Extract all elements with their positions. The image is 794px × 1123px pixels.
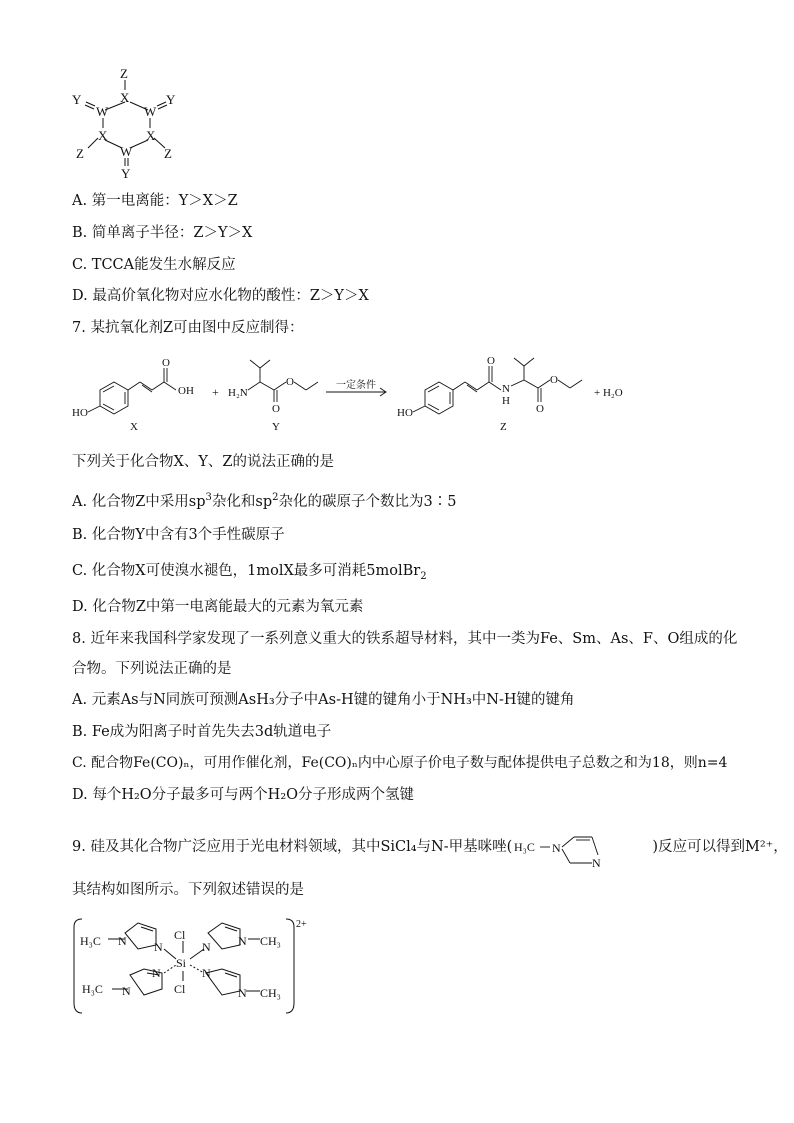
q6-option-b: B. 简单离子半径：Z＞Y＞X (72, 225, 253, 241)
q7-reaction-scheme (70, 350, 730, 440)
ring-atom-x-left: X (98, 128, 108, 143)
m-h3c-bottom: H₃C (82, 982, 103, 996)
ring-atom-w-left: W (96, 104, 109, 119)
z-o-carbonyl-label: O (536, 403, 544, 415)
svg-text:H₃C: H₃C (514, 840, 536, 854)
methylimidazole-inline (512, 825, 652, 869)
q7-option-b: B. 化合物Y中含有3个手性碳原子 (72, 527, 285, 543)
q7-option-a (72, 488, 456, 512)
q7-a-pre: A. 化合物Z中采用sp (72, 493, 206, 510)
q6-option-a: A. 第一电离能：Y＞X＞Z (72, 193, 238, 209)
m-cl-bottom: Cl (174, 982, 186, 996)
m-n-top-left-1: N (118, 934, 127, 948)
reaction-condition: 一定条件 (336, 380, 376, 391)
q9-stem-line2: 其结构如图所示。下列叙述错误的是 (72, 882, 304, 898)
compound-z-label: Z (500, 421, 507, 433)
svg-text:N: N (592, 856, 601, 870)
ring-atom-x-right: X (146, 128, 156, 143)
q9-stem-line1 (72, 829, 788, 870)
q8-option-b: B. Fe成为阳离子时首先失去3d轨道电子 (72, 724, 332, 740)
m-charge: 2+ (296, 919, 307, 930)
q8-option-c: C. 配合物Fe(CO)ₙ，可用作催化剂，Fe(CO)ₙ内中心原子价电子数与配体提供电子总数之和为18，则n=4 (72, 755, 728, 771)
q7-a-sup2: 2 (272, 492, 279, 503)
z-n-label: N (502, 383, 510, 395)
q9-stem-pre: 9. 硅及其化合物广泛应用于光电材料领域，其中SiCl₄与N-甲基咪唑( (72, 839, 513, 855)
m-ch3-bottom: CH₃ (260, 986, 281, 1000)
plus-sign: + (212, 385, 219, 399)
q7-option-d: D. 化合物Z中第一电离能最大的元素为氧元素 (72, 599, 364, 615)
q7-a-mid: 杂化和sp (211, 493, 273, 510)
y-o-ester-label: O (286, 376, 294, 388)
y-h2n-label: H₂N (228, 387, 248, 399)
m-n-bottom-left-1: N (122, 984, 131, 998)
z-ho-label: HO (397, 407, 413, 419)
q7-question: 下列关于化合物X、Y、Z的说法正确的是 (72, 454, 334, 470)
compound-y-label: Y (272, 421, 280, 433)
ring-atom-x-top: X (120, 90, 130, 105)
water-product: + H₂O (594, 387, 623, 399)
m-n-bottom-right-1: N (202, 966, 211, 980)
q6-option-d: D. 最高价氧化物对应水化物的酸性：Z＞Y＞X (72, 288, 369, 304)
q6-option-c: C. TCCA能发生水解反应 (72, 257, 236, 273)
z-h-label: H (502, 395, 510, 407)
q8-stem-line2: 合物。下列说法正确的是 (72, 661, 232, 677)
x-o-label: O (162, 357, 170, 369)
q7-stem: 7. 某抗氧化剂Z可由图中反应制得： (72, 320, 304, 336)
z-o-ester-label: O (550, 374, 558, 386)
m2plus-structure (70, 915, 320, 1020)
m-n-top-right-1: N (202, 940, 211, 954)
ring-atom-z-right: Z (164, 146, 172, 161)
m-n-top-right-2: N (238, 934, 247, 948)
x-oh-label: OH (178, 385, 194, 397)
m-si: Si (176, 956, 187, 970)
m-n-top-left-2: N (154, 940, 163, 954)
ring-atom-y-right: Y (166, 92, 176, 107)
m-n-bottom-left-2: N (152, 966, 161, 980)
m-cl-top: Cl (174, 928, 186, 942)
q7-a-post: 杂化的碳原子个数比为3∶5 (278, 493, 457, 510)
m-ch3-top: CH₃ (260, 934, 281, 948)
m-n-bottom-right-2: N (238, 986, 247, 1000)
q8-stem-line1: 8. 近年来我国科学家发现了一系列意义重大的铁系超导材料，其中一类为Fe、Sm、As、F、O组成的化 (72, 631, 738, 647)
q8-option-d: D. 每个H₂O分子最多可与两个H₂O分子形成两个氢键 (72, 787, 415, 803)
ring-atom-z-top: Z (120, 66, 128, 81)
x-ho-label: HO (72, 407, 88, 419)
ring-atom-y-left: Y (72, 92, 82, 107)
q8-option-a: A. 元素As与N同族可预测AsH₃分子中As-H键的键角小于NH₃中N-H键的键角 (72, 692, 575, 708)
q7-a-sup1: 3 (205, 492, 212, 503)
y-o-label: O (272, 403, 280, 415)
compound-x-label: X (130, 421, 138, 433)
q7-c-sub: 2 (420, 570, 427, 582)
ring-structure (70, 62, 190, 182)
m-h3c-top: H₃C (80, 934, 101, 948)
ring-atom-z-left: Z (76, 146, 84, 161)
q7-option-c (72, 561, 427, 587)
svg-text:N: N (552, 841, 561, 855)
q9-stem-post: )反应可以得到M²⁺， (652, 839, 788, 855)
ring-atom-w-bottom: W (120, 144, 133, 159)
ring-atom-y-bottom: Y (121, 166, 131, 181)
z-o-label: O (487, 355, 495, 367)
q7-c-pre: C. 化合物X可使溴水褪色，1molX最多可消耗5molBr (72, 563, 421, 579)
ring-atom-w-right: W (144, 104, 157, 119)
